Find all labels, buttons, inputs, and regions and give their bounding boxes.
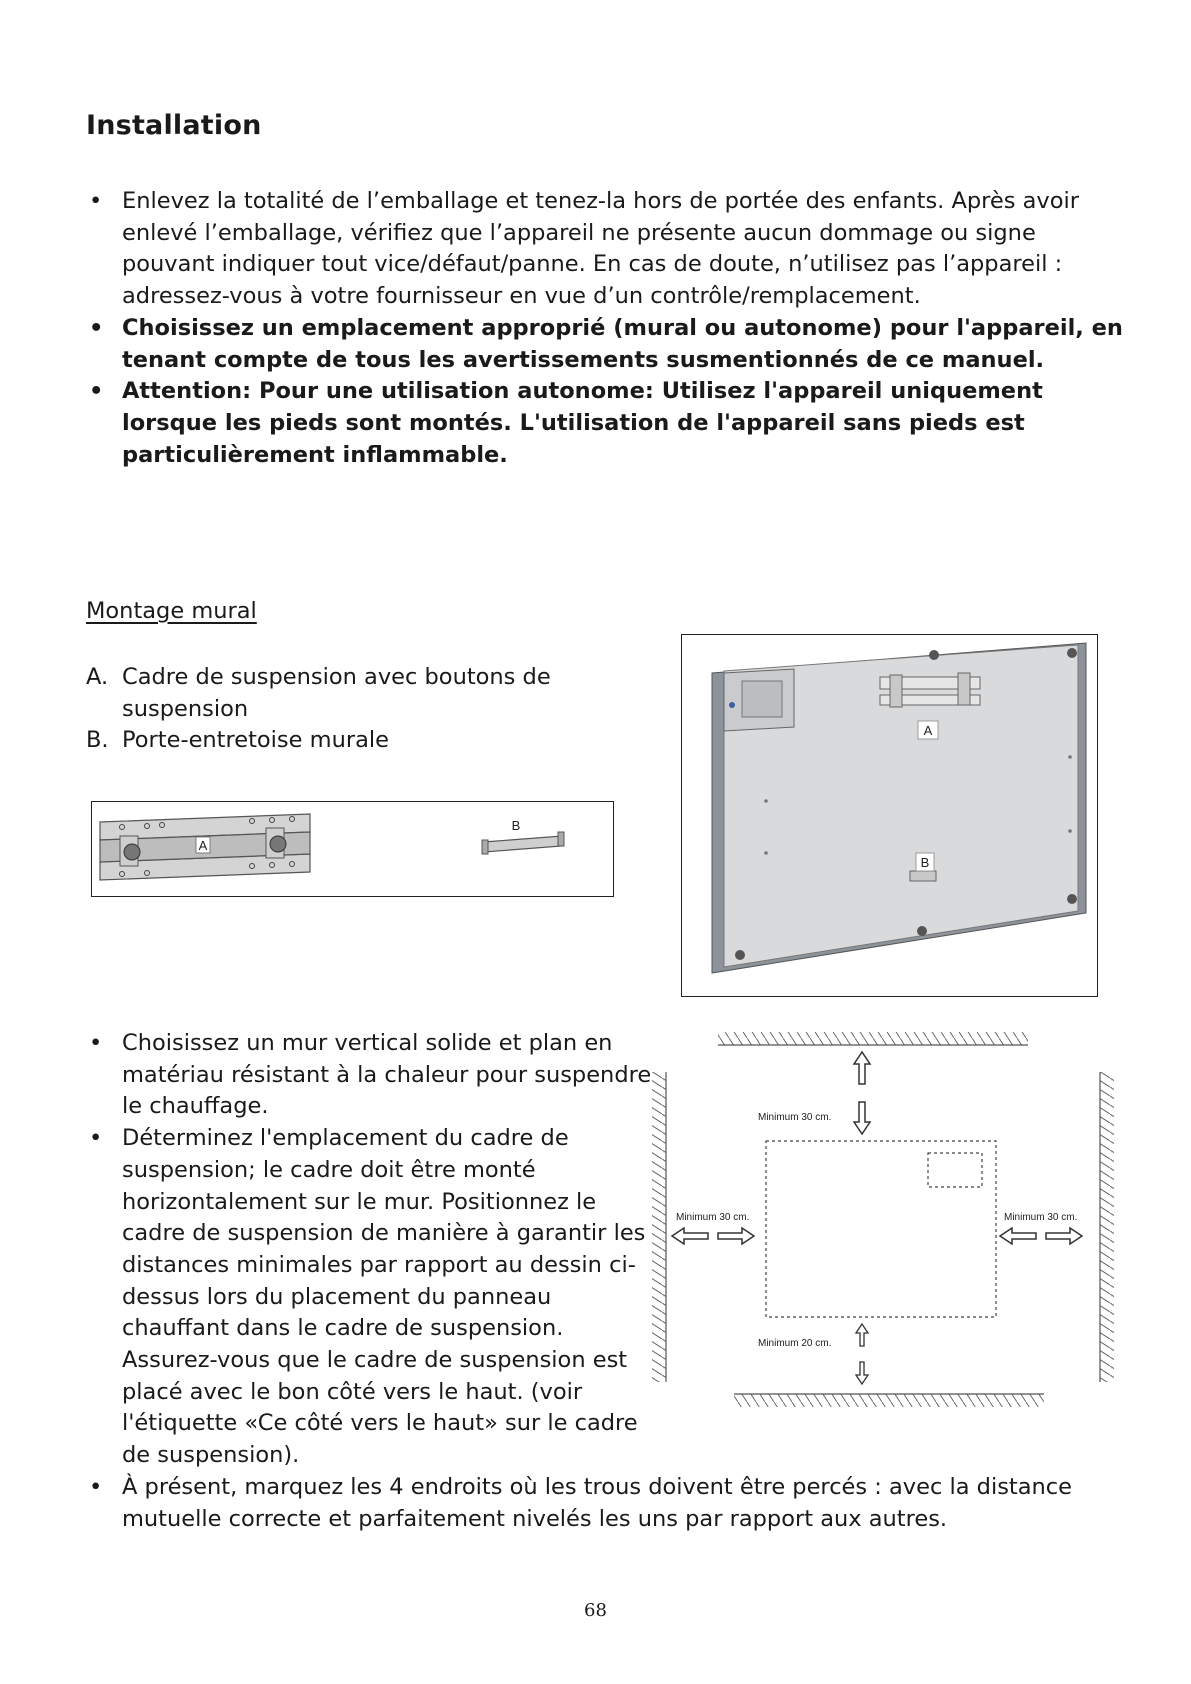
list-item	[86, 1028, 652, 1123]
bullet-icon: •	[89, 1125, 103, 1152]
installation-bullet-list	[86, 186, 1126, 471]
page-title: Installation	[86, 110, 262, 141]
panel-rear-figure	[681, 634, 1098, 997]
parts-list	[86, 662, 646, 757]
frame-a-label: A	[923, 723, 933, 738]
list-item	[86, 313, 1126, 376]
bullet-icon: •	[89, 1030, 103, 1056]
list-item	[86, 376, 1126, 471]
list-item-text: Choisissez un mur vertical solide et plan en matériau résistant à la chaleur pour suspendre le chauffage.	[122, 1030, 652, 1120]
list-item-text: Choisissez un emplacement approprié (mural ou autonome) pour l'appareil, en tenant compte de tous les avertissements susmentionnés de ce manuel.	[122, 314, 1123, 373]
list-item-text: Enlevez la totalité de l’emballage et tenez-la hors de portée des enfants. Après avoir enlevé l’emballage, vérifiez que l’appareil ne présente aucun dommage ou signe pouvant indiquer tout vice/défaut/panne. En cas de doute, n’utilisez pas l’appareil : adressez-vous à votre fournisseur en vue d’un contrôle/remplacement.	[122, 188, 1080, 310]
list-item-text: Attention: Pour une utilisation autonome: Utilisez l'appareil uniquement lorsque les pieds sont montés. L'utilisation de l'appareil sans pieds est particulièrement inflammable.	[122, 378, 1043, 468]
list-item	[86, 1123, 664, 1472]
bullet-icon: •	[89, 314, 104, 341]
page-number: 68	[584, 1600, 607, 1621]
list-item	[86, 725, 646, 757]
mounting-bullet-list	[86, 1028, 1132, 1535]
hanging-frame-illustration	[100, 814, 310, 880]
list-item-text: À présent, marquez les 4 endroits où les trous doivent être percés : avec la distance mutuelle correcte et parfaitement nivelés les uns par rapport aux autres.	[122, 1473, 1073, 1532]
bottom-clearance-label: Minimum 20 cm.	[758, 1338, 832, 1349]
top-clearance-label: Minimum 30 cm.	[758, 1112, 832, 1123]
part-a-label: A	[198, 838, 208, 853]
section-heading: Montage mural	[86, 598, 257, 624]
right-clearance-label: Minimum 30 cm.	[1004, 1212, 1078, 1223]
bullet-icon: •	[89, 188, 103, 214]
parts-figure	[91, 801, 614, 897]
bullet-icon: •	[89, 1473, 103, 1500]
part-letter: B.	[86, 727, 109, 754]
bullet-icon: •	[89, 378, 104, 405]
list-item	[86, 662, 646, 725]
part-text: Porte-entretoise murale	[122, 727, 389, 754]
part-letter: A.	[86, 664, 109, 690]
list-item	[86, 1472, 1132, 1535]
panel-rear-illustration	[682, 635, 1096, 995]
list-item	[86, 186, 1126, 313]
wall-spacer-illustration	[482, 818, 564, 854]
parts-illustration	[92, 802, 612, 895]
left-clearance-label: Minimum 30 cm.	[676, 1212, 750, 1223]
spacer-b-label: B	[920, 855, 930, 870]
list-item-text: Déterminez l'emplacement du cadre de suspension; le cadre doit être monté horizontalement sur le mur. Positionnez le cadre de suspension de manière à garantir les distances minimales par rapport au dessin ci-dessus lors du placement du panneau chauffant dans le cadre de suspension. Assurez-vous que le cadre de suspension est placé avec le bon côté vers le haut. (voir l'étiquette «Ce côté vers le haut» sur le cadre de suspension).	[122, 1125, 646, 1469]
part-text: Cadre de suspension avec boutons de suspension	[122, 664, 551, 722]
part-b-label: B	[511, 818, 521, 833]
